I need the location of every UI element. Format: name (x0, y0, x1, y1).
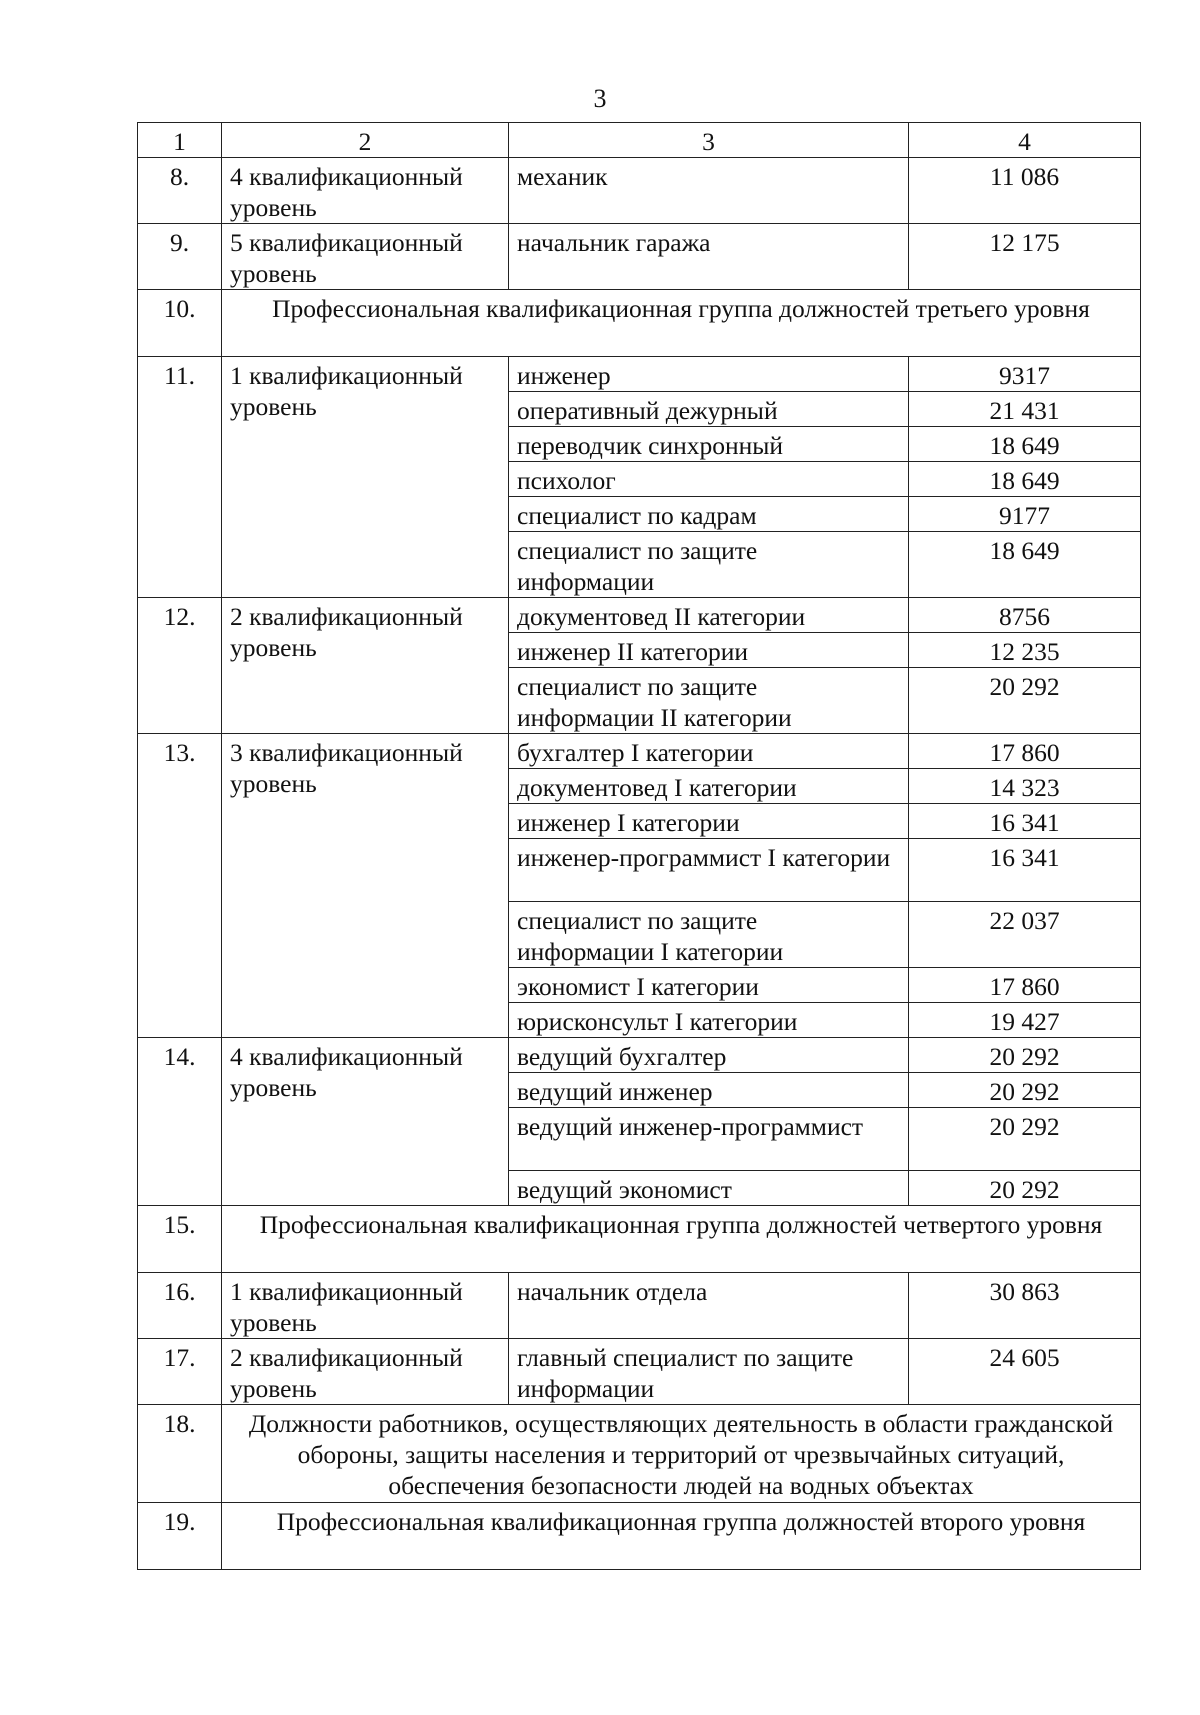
position-name: инженер (509, 357, 909, 392)
position-name: начальник отдела (509, 1273, 909, 1339)
header-row (138, 123, 1141, 158)
group-title: Профессиональная квалификационная группа должностей четвертого уровня (222, 1206, 1141, 1273)
salary-value: 17 860 (909, 968, 1141, 1003)
position-name: инженер-программист I категории (509, 839, 909, 902)
group-row (138, 1503, 1141, 1570)
position-name: главный специалист по защите информации (509, 1339, 909, 1405)
header-cell: 4 (909, 123, 1141, 158)
salary-value: 19 427 (909, 1003, 1141, 1038)
salary-value: 12 175 (909, 224, 1141, 290)
table-row (138, 1038, 1141, 1073)
position-name: инженер I категории (509, 804, 909, 839)
position-name: бухгалтер I категории (509, 734, 909, 769)
table-row (138, 158, 1141, 224)
row-number: 19. (138, 1503, 222, 1570)
salary-value: 16 341 (909, 839, 1141, 902)
position-name: инженер II категории (509, 633, 909, 668)
row-number: 18. (138, 1405, 222, 1503)
group-row (138, 290, 1141, 357)
position-name: специалист по защите информации (509, 532, 909, 598)
row-number: 13. (138, 734, 222, 1038)
salary-value: 16 341 (909, 804, 1141, 839)
table-row (138, 734, 1141, 769)
position-name: оперативный дежурный (509, 392, 909, 427)
table-row (138, 598, 1141, 633)
position-name: переводчик синхронный (509, 427, 909, 462)
position-name: ведущий бухгалтер (509, 1038, 909, 1073)
position-name: экономист I категории (509, 968, 909, 1003)
table-row (138, 1339, 1141, 1405)
qualification-level: 4 квалификационный уровень (222, 1038, 509, 1206)
group-title: Должности работников, осуществляющих деятельность в области гражданской обороны, защиты населения и территорий от чрезвычайных ситуаций, обеспечения безопасности людей на водных объектах (222, 1405, 1141, 1503)
salary-value: 11 086 (909, 158, 1141, 224)
salary-value: 9317 (909, 357, 1141, 392)
group-title: Профессиональная квалификационная группа должностей второго уровня (222, 1503, 1141, 1570)
qualification-level: 4 квалификационный уровень (222, 158, 509, 224)
header-cell: 2 (222, 123, 509, 158)
position-name: документовед I категории (509, 769, 909, 804)
position-name: специалист по защите информации I категории (509, 902, 909, 968)
salary-value: 30 863 (909, 1273, 1141, 1339)
position-name: специалист по защите информации II категории (509, 668, 909, 734)
group-title: Профессиональная квалификационная группа должностей третьего уровня (222, 290, 1141, 357)
salary-value: 20 292 (909, 1073, 1141, 1108)
table-row (138, 1273, 1141, 1339)
position-name: документовед II категории (509, 598, 909, 633)
salary-value: 20 292 (909, 1108, 1141, 1171)
position-name: психолог (509, 462, 909, 497)
row-number: 9. (138, 224, 222, 290)
salary-table (137, 122, 1141, 1570)
salary-value: 17 860 (909, 734, 1141, 769)
qualification-level: 5 квалификационный уровень (222, 224, 509, 290)
position-name: механик (509, 158, 909, 224)
qualification-level: 2 квалификационный уровень (222, 598, 509, 734)
salary-value: 8756 (909, 598, 1141, 633)
header-cell: 3 (509, 123, 909, 158)
salary-value: 24 605 (909, 1339, 1141, 1405)
row-number: 14. (138, 1038, 222, 1206)
salary-value: 20 292 (909, 668, 1141, 734)
page-number: 3 (593, 84, 607, 113)
qualification-level: 1 квалификационный уровень (222, 357, 509, 598)
position-name: ведущий инженер-программист (509, 1108, 909, 1171)
row-number: 11. (138, 357, 222, 598)
position-name: юрисконсульт I категории (509, 1003, 909, 1038)
qualification-level: 1 квалификационный уровень (222, 1273, 509, 1339)
salary-value: 14 323 (909, 769, 1141, 804)
group-row (138, 1405, 1141, 1503)
position-name: ведущий инженер (509, 1073, 909, 1108)
salary-value: 18 649 (909, 462, 1141, 497)
row-number: 8. (138, 158, 222, 224)
header-cell: 1 (138, 123, 222, 158)
row-number: 16. (138, 1273, 222, 1339)
salary-value: 12 235 (909, 633, 1141, 668)
table-row (138, 357, 1141, 392)
row-number: 17. (138, 1339, 222, 1405)
position-name: ведущий экономист (509, 1171, 909, 1206)
group-row (138, 1206, 1141, 1273)
row-number: 12. (138, 598, 222, 734)
salary-value: 21 431 (909, 392, 1141, 427)
salary-value: 22 037 (909, 902, 1141, 968)
table-row (138, 224, 1141, 290)
position-name: специалист по кадрам (509, 497, 909, 532)
salary-value: 20 292 (909, 1171, 1141, 1206)
qualification-level: 3 квалификационный уровень (222, 734, 509, 1038)
row-number: 10. (138, 290, 222, 357)
salary-value: 18 649 (909, 532, 1141, 598)
salary-value: 9177 (909, 497, 1141, 532)
position-name: начальник гаража (509, 224, 909, 290)
salary-value: 20 292 (909, 1038, 1141, 1073)
row-number: 15. (138, 1206, 222, 1273)
qualification-level: 2 квалификационный уровень (222, 1339, 509, 1405)
salary-value: 18 649 (909, 427, 1141, 462)
